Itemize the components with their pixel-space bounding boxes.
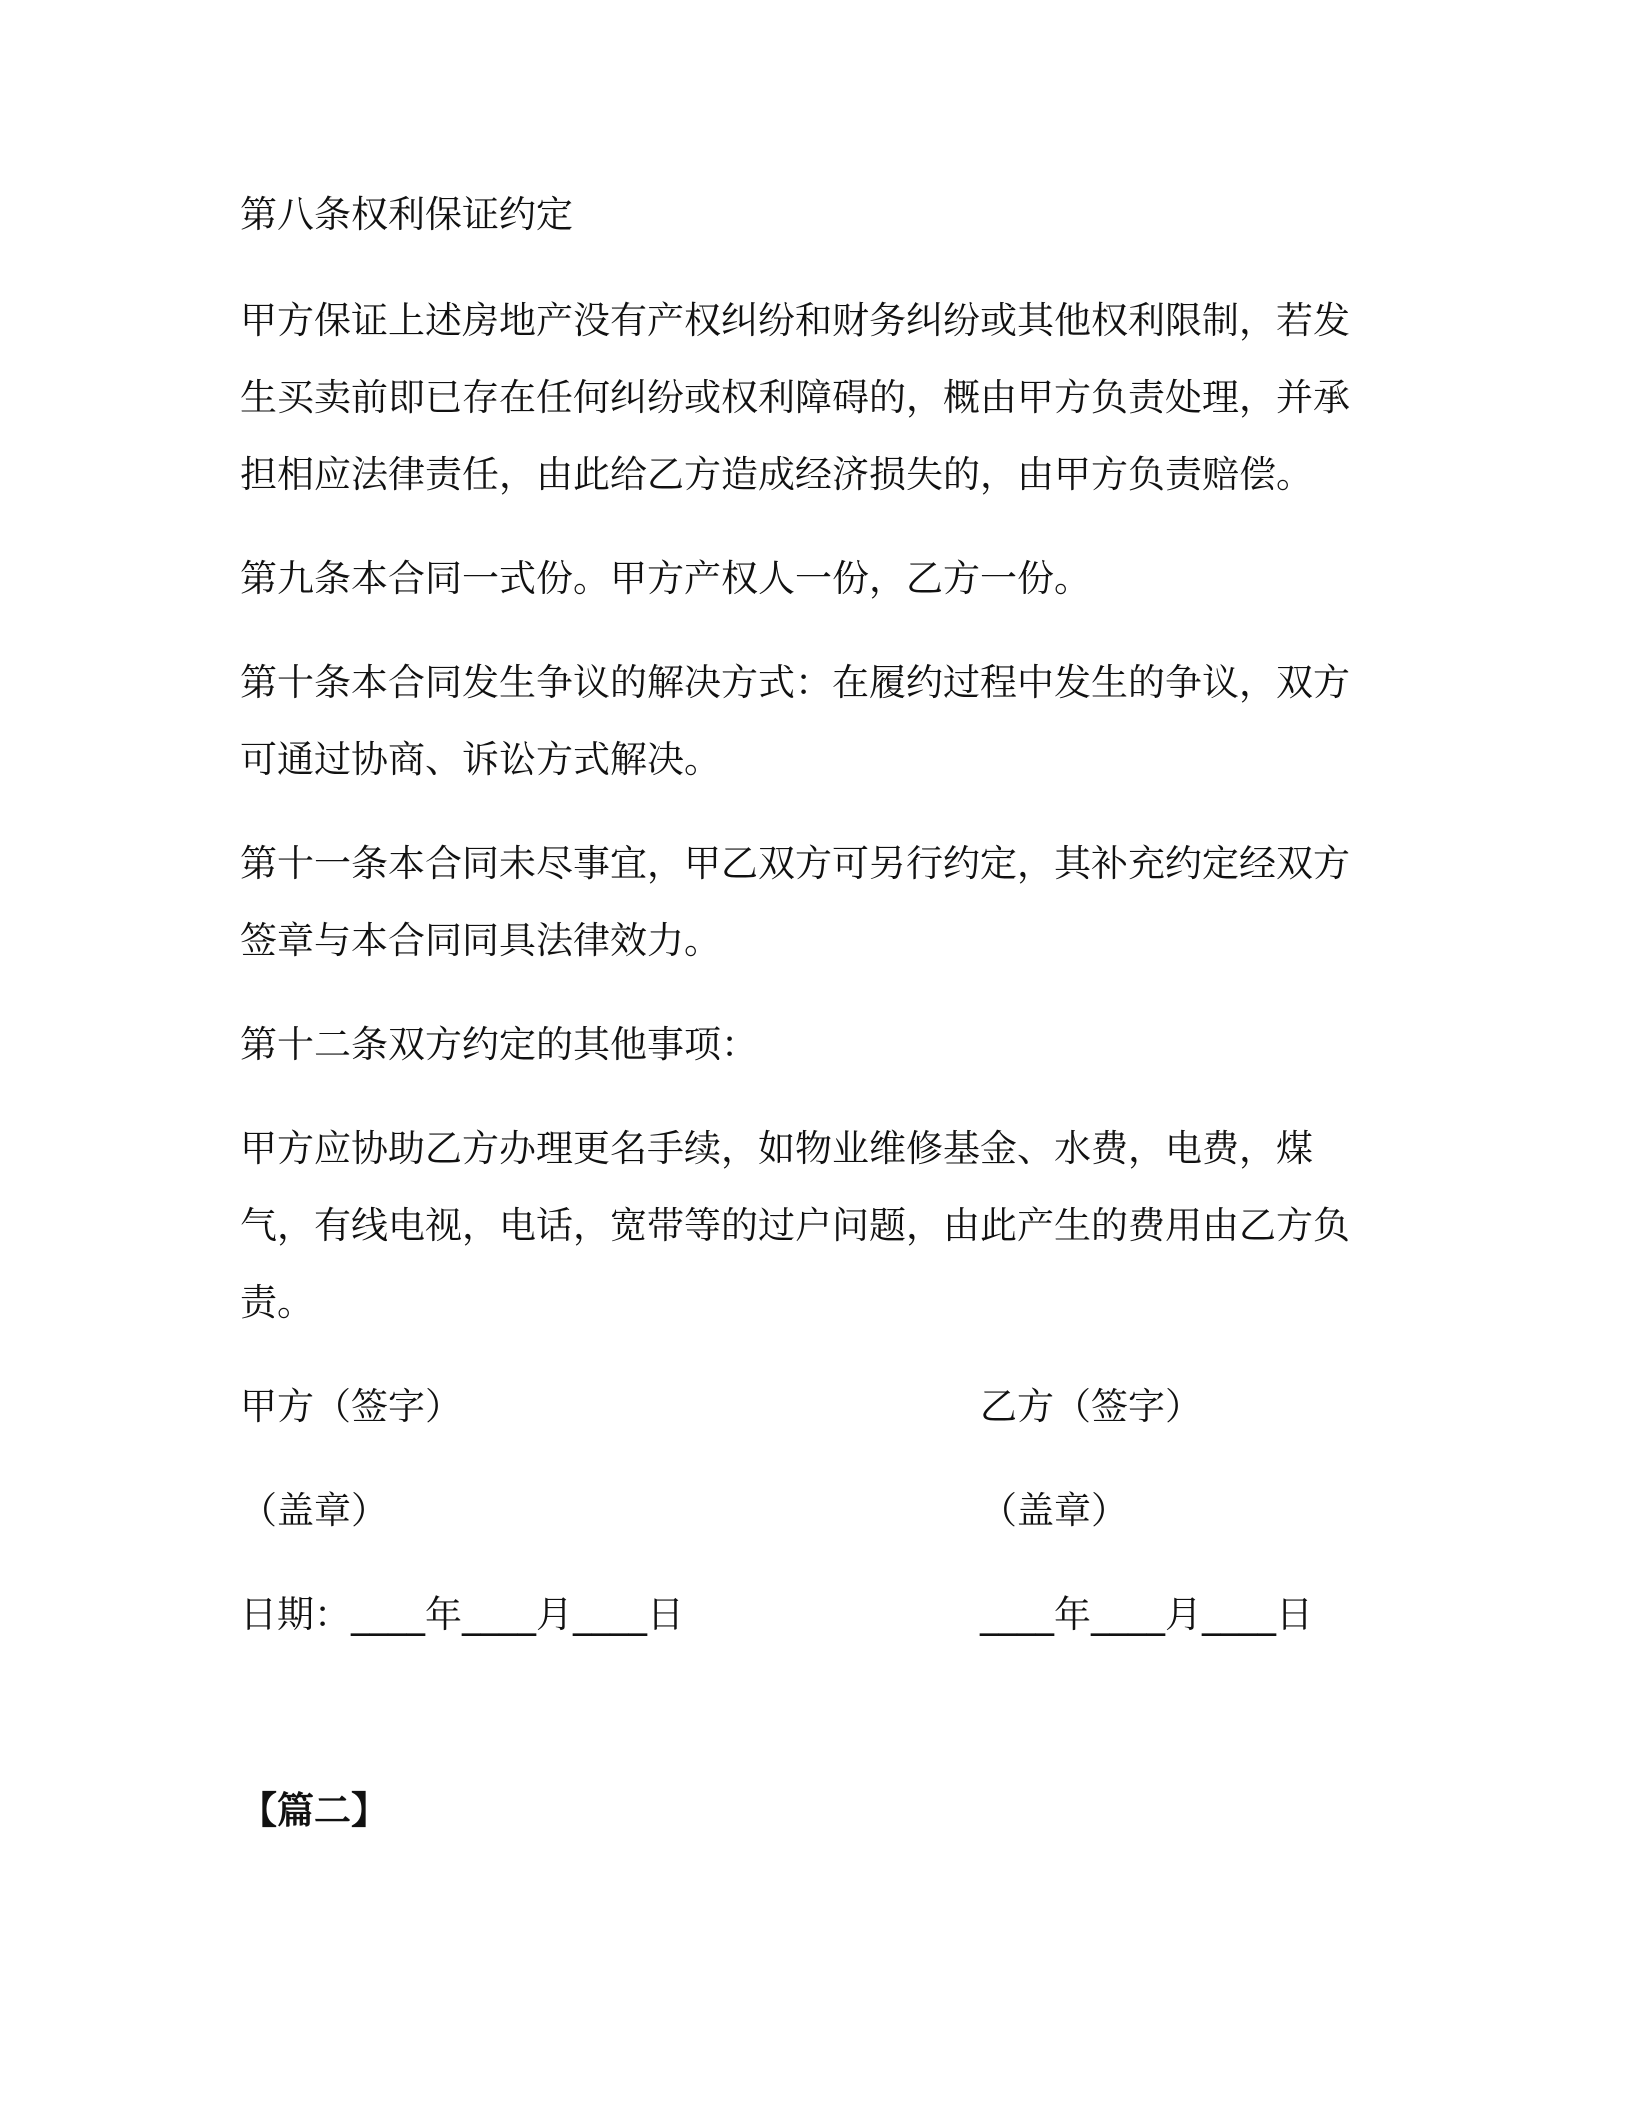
article-12-body-line-1: 甲方应协助乙方办理更名手续，如物业维修基金、水费，电费，煤 xyxy=(240,1127,1313,1170)
party-a-signature-label: 甲方（签字） xyxy=(240,1385,462,1428)
article-9: 第九条本合同一式份。甲方产权人一份，乙方一份。 xyxy=(240,557,1091,600)
party-a-date-line: 日期：____年____月____日 xyxy=(240,1593,684,1636)
article-8-title: 第八条权利保证约定 xyxy=(240,193,573,236)
article-10-line-1: 第十条本合同发生争议的解决方式：在履约过程中发生的争议，双方 xyxy=(240,661,1350,704)
article-8-body-line-3: 担相应法律责任，由此给乙方造成经济损失的，由甲方负责赔偿。 xyxy=(240,453,1313,496)
section-heading: 【篇二】 xyxy=(240,1789,388,1832)
article-11-line-2: 签章与本合同同具法律效力。 xyxy=(240,919,721,962)
article-12-title: 第十二条双方约定的其他事项： xyxy=(240,1023,758,1066)
article-11-line-1: 第十一条本合同未尽事宜，甲乙双方可另行约定，其补充约定经双方 xyxy=(240,842,1350,885)
article-12-body-line-2: 气，有线电视，电话，宽带等的过户问题，由此产生的费用由乙方负 xyxy=(240,1204,1350,1247)
article-10-line-2: 可通过协商、诉讼方式解决。 xyxy=(240,738,721,781)
party-a-seal-label: （盖章） xyxy=(240,1489,388,1532)
article-8-body-line-2: 生买卖前即已存在任何纠纷或权利障碍的，概由甲方负责处理，并承 xyxy=(240,376,1350,419)
party-b-signature-label: 乙方（签字） xyxy=(980,1385,1202,1428)
party-b-seal-label: （盖章） xyxy=(980,1489,1128,1532)
article-12-body-line-3: 责。 xyxy=(240,1281,314,1324)
party-b-date-line: ____年____月____日 xyxy=(980,1593,1313,1636)
article-8-body-line-1: 甲方保证上述房地产没有产权纠纷和财务纠纷或其他权利限制，若发 xyxy=(240,299,1350,342)
